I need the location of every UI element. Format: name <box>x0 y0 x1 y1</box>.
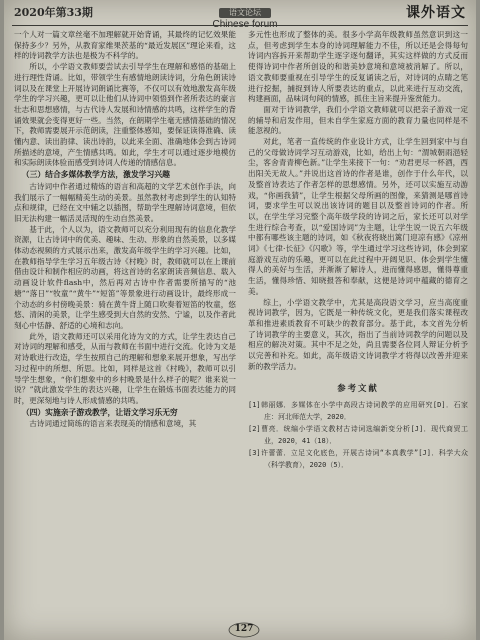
page-number: 127 <box>234 624 254 634</box>
page-number-badge <box>224 622 264 638</box>
header-rule <box>12 25 468 26</box>
paragraph: 多元性也形成了整体的美。很多小学高年级教师虽然意识到这一点，但考虑到学生本身的诗词理解能力不佳，所以还是会得每句诗词内容拆开来帮助学生逐字逐句翻译，其实这样做的方式反而使得诗词中作者所创设的和谐美妙意境和意境被消解了。所以，语文教师要重视在引导学生的反复诵读之后，对诗词的点睛之笔进行挖掘，捕捉到诗人所要表达的重点，以此来进行互动交流，构建画面，品味词句间的情感，抓住主旨来提升鉴赏能力。 <box>248 30 468 104</box>
reference-item: [1]韩丽娜．多媒体在小学中高段古诗词教学的应用研究[D]．石家庄：河北师范大学，2020． <box>248 401 468 422</box>
left-column <box>14 30 236 430</box>
paragraph: 面对于诗词教学，我们小学语文教师就可以把亲子游戏一定的辅导和启发作用，但未自学生家庭方面的教育力量也同样是不能忽视的。 <box>248 104 468 136</box>
paragraph: 基于此，个人以为，语文教师可以充分利用现有的信息化教学资源，让古诗词中的优美、趣味、生动、形象的自然美景，以多媒体动态视频的方式展示出来，激发高年级学生的学习兴趣。比如，在教师指导学生学习五年级古诗《村晚》时，教师就可以在上课前借由设计和制作相应的动画，将这首诗的名家朗读音频信息、载入动画设计软件flash中，然后再对古诗中作者需要所描写的“池塘”“落日”“牧童”“黄牛”“短笛”等景象进行动画设计，最终形成一个动态的乡村傍晚美景：骑在黄牛背上随口吹奏着短笛的牧童，悠悠、清闲的美景，让学生感受到大自然的安然、宁谧，以及作者此刻心中恬静、舒适的心境和志向。 <box>14 224 236 330</box>
paragraph: 此外，语文教师还可以采用化诗为文的方式，让学生表达自己对诗词的理解和感受，从而与教师在书面中进行交流。化诗为文是对诗歌进行改造，学生按照自己的理解和想象来展开想象，写出学习过程中的所想、所思。比如，同样是这首《村晚》，教师可以引导学生想象，“你们想象中的乡村晚景是什么样子的呢？谁来说一说？”就此激发学生的表达兴趣，让学生在锻炼书面表达能力的同时，更深刻地与诗人形成情感的共鸣。 <box>14 331 236 405</box>
paragraph: 古诗词通过简练的语言来表现美的情感和意境，其 <box>29 419 197 429</box>
section-heading: （四）实施亲子游戏教学，让语文学习乐无穷 <box>21 407 178 417</box>
paragraph: 对此，笔者一直传统的作业设计方式，让学生回到家中与自己的父母做诗词学习互动游戏，比如，给出上句：“渭城朝雨浥轻尘，客舍青青柳色新。”让学生来接下一句：“劝君更尽一杯酒，西出阳关无故人。”并说出这首诗的作者是谁，创作于什么年代，以及整首诗表达了作者怎样的思想感情。另外，还可以实施互动游戏，“你画我猜”，让学生根据父母所画的图像，来猜测是哪首诗词，要求学生可以说出该诗词的题目以及整首诗词的作者。所以，在学生学习完整个高年级学段的诗词之后，家长还可以对学生进行综合考查，以“爱国诗词”为主题，让学生说一说五六年级中都有哪些该主题的诗词，如《秋夜将晓出篱门迎凉有感》《凉州词》《七律·长征》《闪歌》等，学生通过学习这些诗词，体会到家庭游戏互动的乐趣，更可以在此过程中开阔见识、体会到学生懂得人的美好与生活，并渐渐了解诗人，进而懂得感恩，懂得尊重生活，懂得珍惜、知晓报答和奉献，这便是诗词中蕴藏的德育之美。 <box>248 137 468 296</box>
reference-item: [2]曹亮．统编小学语文教材古诗词选编新变分析[J]．现代商贸工业，2020，41（18）． <box>248 425 468 446</box>
column-title-cn: 语文论坛 <box>219 8 271 18</box>
page-header <box>4 0 476 26</box>
issue-label: 2020年第33期 <box>14 6 93 19</box>
journal-brand: 课外语文 <box>406 5 466 21</box>
section-heading: （三）结合多媒体教学方法，激发学习兴趣 <box>21 170 170 180</box>
paragraph: 一个人对一篇文章丝毫不加理解就开始背诵，其最终的记忆效果能保持多少？另外，从教育家维果茨基的“最近发展区”理论来看，这样的诗词教学方法也是极为不科学的。 <box>14 30 236 61</box>
reference-item: [3]许蕾蕾．立足文化底色，开展古诗词“本真教学”[J]．科学大众（科学教育），2020（5）． <box>248 449 468 470</box>
references-list <box>248 399 468 471</box>
paragraph: 古诗词中作者通过精炼的语言和高超的文学艺术创作手法，向我们展示了一幅幅精美生动的美景。虽然教材考虑到学生的认知特点和规律，已经在文中辅之以插图，帮助学生理解诗词意境，但依旧无法构建一幅活灵活现的生动自然美景。 <box>14 181 236 223</box>
column-title <box>180 0 310 24</box>
journal-page <box>4 0 476 640</box>
right-column <box>248 30 468 471</box>
paragraph: 所以，小学语文教师要尝试去引导学生在理解和感悟的基础上进行理性背诵。比如，带领学生有感情地朗读诗词，分角色朗读诗词以及在课堂上开展诗词朗诵比赛等，不仅可以有效地激发高年级学生的学习兴趣，更可以让他们从诗词中领悟到作者所表达的豪言壮志和思想感情，与古代诗人发展和诗情感的共鸣，这样学生的背诵效果就会变得更好一些。当然，在朗期学生毫无感情基础的情况下，教师需要展开示范朗读，注重整体感知，要保证读得准确、读懂内意、读出韵律、读出诗韵，以此来全面、准确地体会到古诗词所描述的意境，产生情感共鸣。如此，学生才可以通过逐步地模仿和实际朗读体验而感受到诗词人传递的情感信息。 <box>14 62 236 168</box>
paragraph: 综上，小学语文教学中，尤其是高段语文学习，应当高度重视诗词教学，因为，它既是一种传统文化，更是我们落实课程改革和推进素质教育不可缺少的教育部分。基于此，本文首先分析了诗词教学的主要意义，其次，指出了当前诗词教学的问题以及相应的解决对策。其中不足之处，尚且需要各位同人辩证分析予以完善和补充。如此，高年级语文诗词教学才将得以改善并迎来新的教学活力。 <box>248 297 468 371</box>
references-title: 参考文献 <box>337 382 379 393</box>
